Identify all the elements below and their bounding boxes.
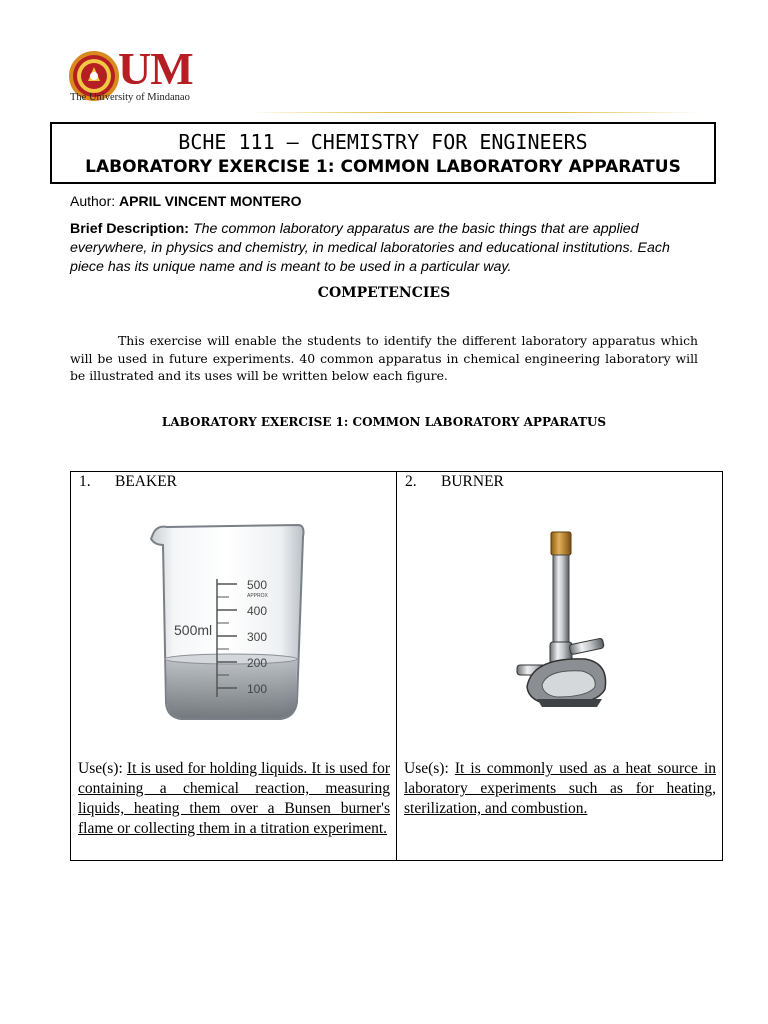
apparatus-heading xyxy=(405,473,504,491)
title-box xyxy=(50,122,716,184)
course-title: BCHE 111 – CHEMISTRY FOR ENGINEERS xyxy=(178,130,588,154)
beaker-mark-200: 200 xyxy=(247,656,268,670)
author-name: APRIL VINCENT MONTERO xyxy=(119,193,302,209)
uses-text: It is commonly used as a heat source in laboratory experiments such as for heating, sterilization, and combustion. xyxy=(404,760,717,817)
table-row xyxy=(71,472,723,861)
beaker-image xyxy=(71,517,396,777)
apparatus-table xyxy=(70,471,723,861)
apparatus-cell-beaker xyxy=(71,472,397,861)
apparatus-heading xyxy=(79,473,177,491)
competencies-heading: COMPETENCIES xyxy=(317,285,451,301)
uses-label: Use(s): xyxy=(404,760,449,777)
author-line xyxy=(70,193,302,209)
logo-subtitle: The University of Mindanao xyxy=(70,92,190,103)
apparatus-number: 2. xyxy=(405,473,417,490)
brief-text: The common laboratory apparatus are the basic things that are applied everywhere, in physics and chemistry, in medical laboratories and educational institutions. Each piece has its unique name and is meant to be used in a particular way. xyxy=(70,221,670,275)
uses-text: It is used for holding liquids. It is used for containing a chemical reaction, measuring liquids, heating them over a Bunsen burner's flame or collecting them in a titration experiment. xyxy=(78,760,390,837)
exercise-subheading: LABORATORY EXERCISE 1: COMMON LABORATORY APPARATUS xyxy=(161,415,607,429)
apparatus-uses xyxy=(404,759,716,819)
header-divider xyxy=(250,112,700,113)
apparatus-name: BURNER xyxy=(441,473,504,490)
beaker-mark-300: 300 xyxy=(247,630,268,644)
logo-wordmark: UM xyxy=(118,43,193,94)
beaker-mark-400: 400 xyxy=(247,604,268,618)
beaker-mark-500: 500 xyxy=(247,578,268,592)
beaker-volume-label: 500ml xyxy=(174,622,213,638)
beaker-mark-approx: APPROX xyxy=(247,593,268,599)
brief-description xyxy=(70,220,702,277)
apparatus-uses xyxy=(78,759,390,839)
apparatus-cell-burner xyxy=(397,472,723,861)
brief-label: Brief Description: xyxy=(70,221,190,237)
university-logo xyxy=(68,43,248,108)
competencies-paragraph: This exercise will enable the students to identify the different laboratory apparatus which will be used in future experiments. 40 common apparatus in chemical engineering laboratory will be illustrated and its uses will be written below each figure. xyxy=(70,333,698,383)
apparatus-name: BEAKER xyxy=(115,473,177,490)
author-label: Author: xyxy=(70,193,116,209)
apparatus-number: 1. xyxy=(79,473,91,490)
uses-label: Use(s): xyxy=(78,760,123,777)
beaker-icon xyxy=(71,517,396,732)
beaker-mark-100: 100 xyxy=(247,682,268,696)
bunsen-burner-icon xyxy=(397,517,722,732)
exercise-title: LABORATORY EXERCISE 1: COMMON LABORATORY APPARATUS xyxy=(85,157,681,177)
burner-image xyxy=(397,517,722,777)
